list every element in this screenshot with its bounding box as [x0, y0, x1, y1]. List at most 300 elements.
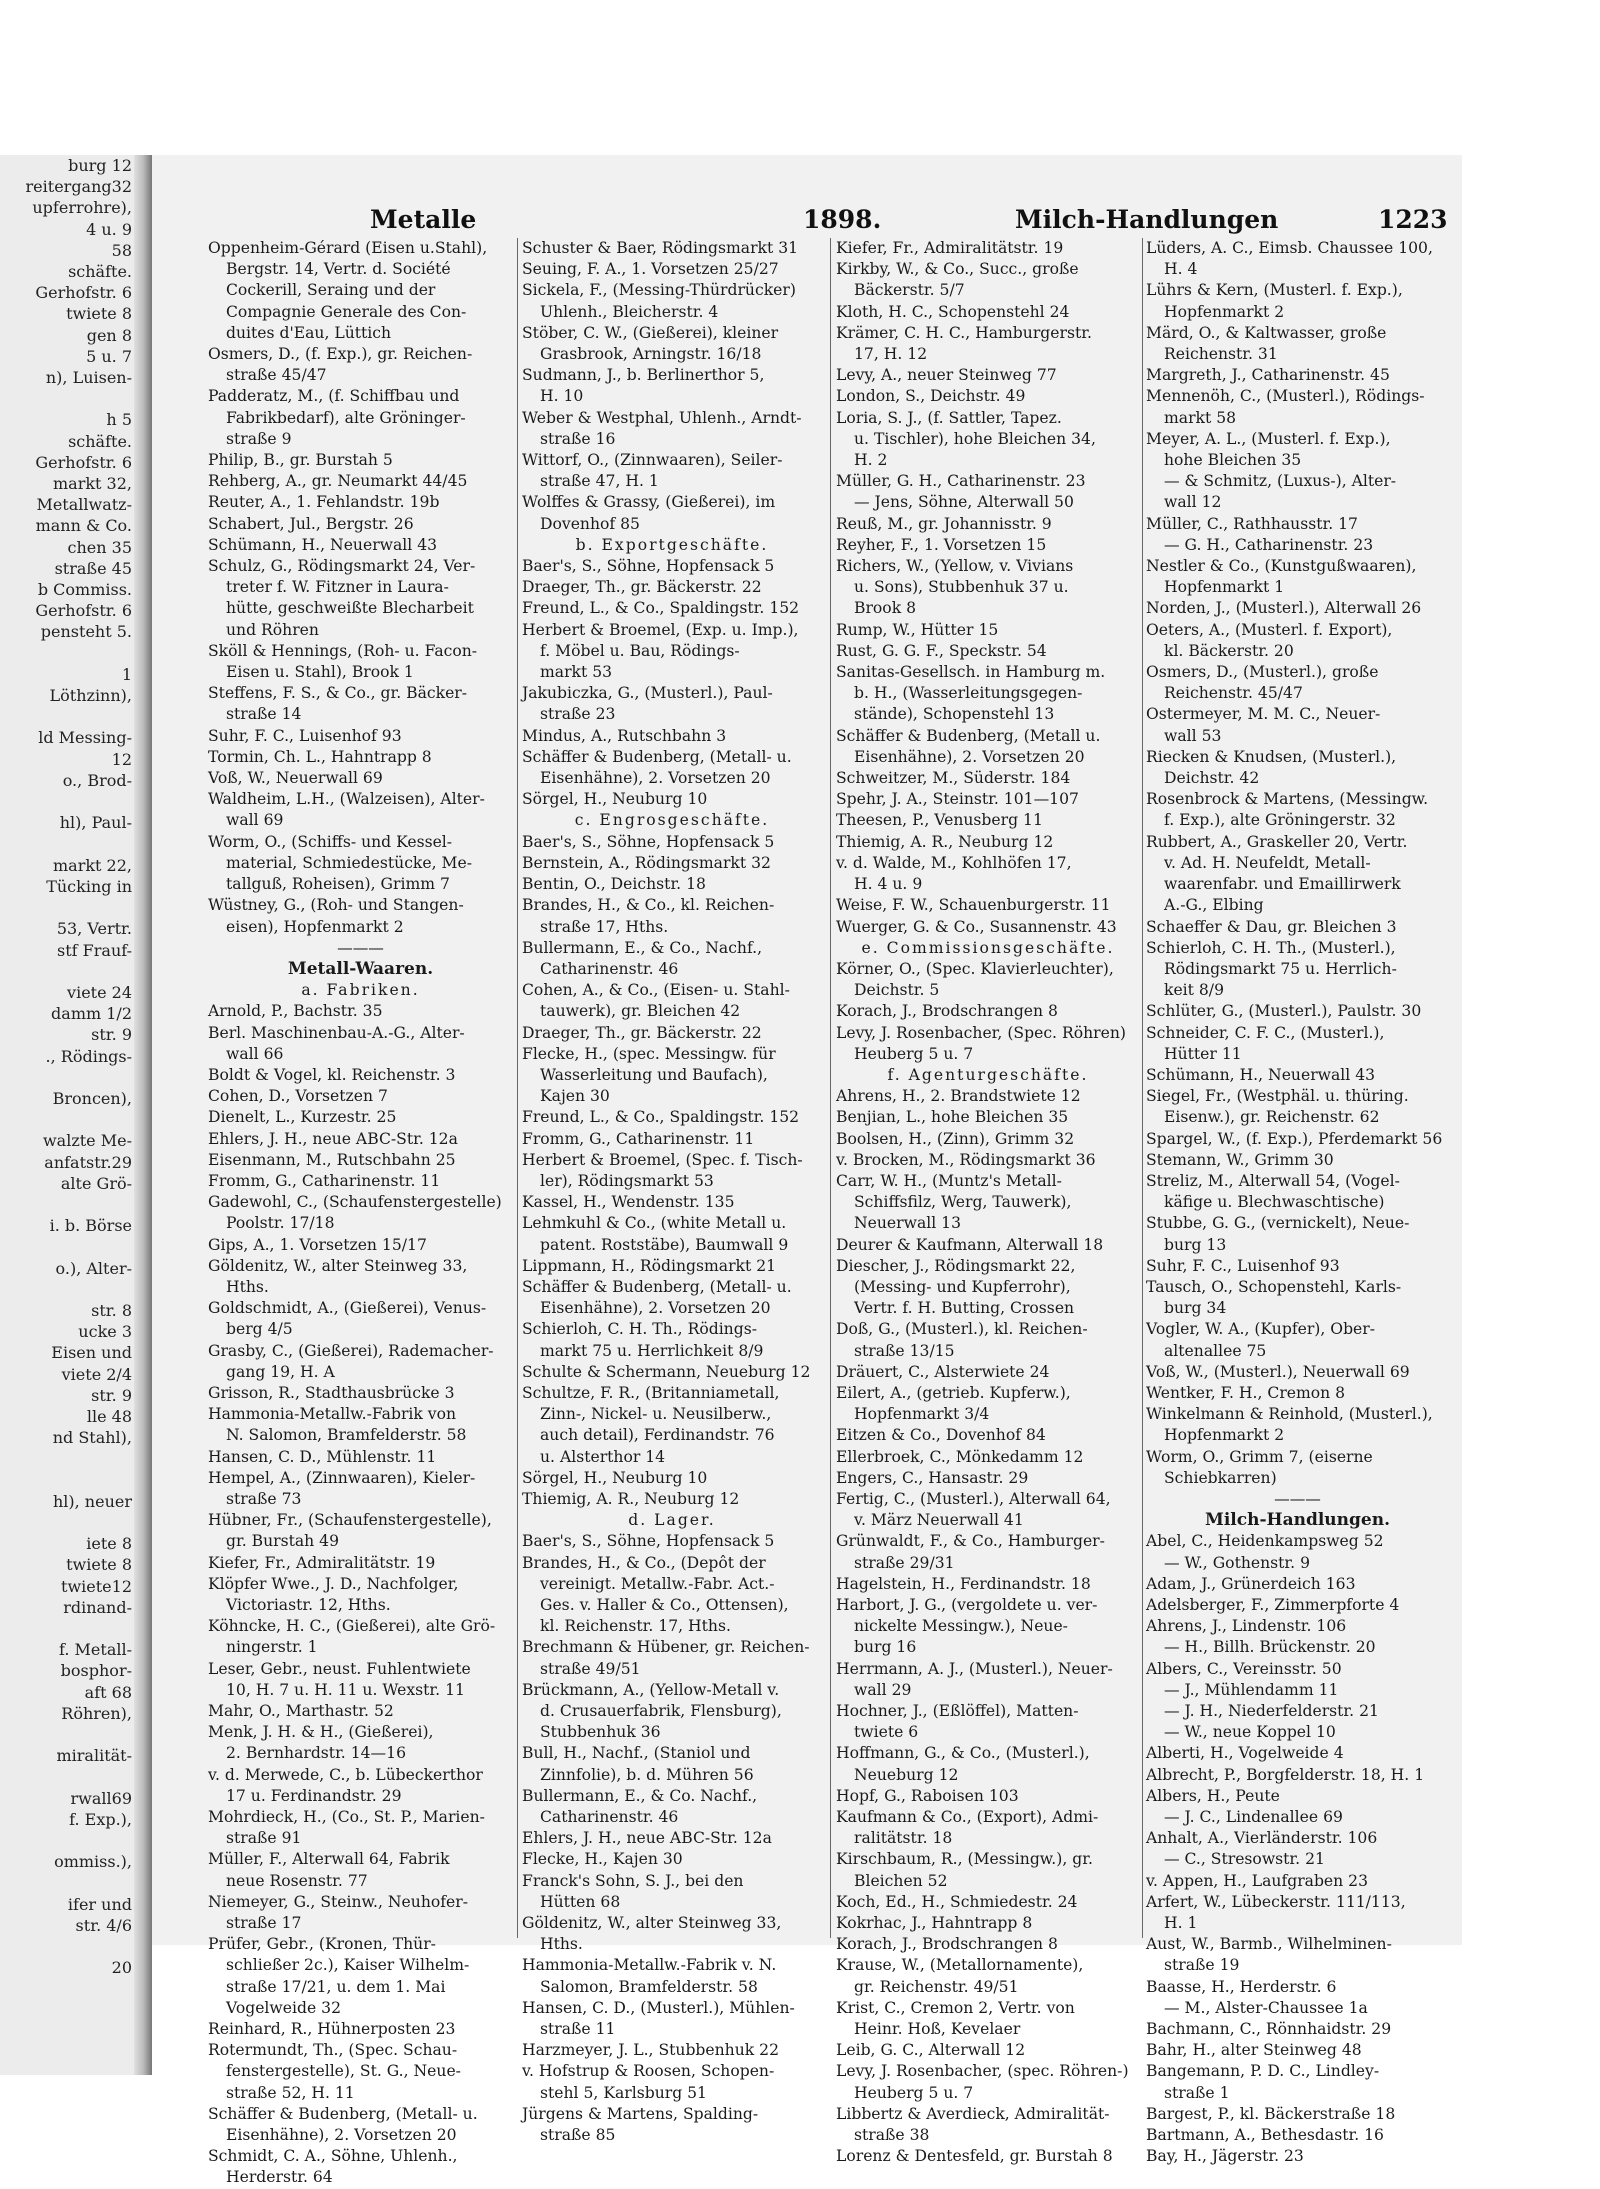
directory-entry: Libbertz & Averdieck, Admiralität-	[836, 2104, 1110, 2123]
entry-continuation: straße 91	[226, 1829, 302, 1848]
entry-continuation: — C., Stresowstr. 21	[1164, 1850, 1325, 1869]
directory-entry: Fromm, G., Catharinenstr. 11	[522, 1129, 755, 1148]
directory-entry: Märd, O., & Kaltwasser, große	[1146, 323, 1387, 342]
entry-continuation: — J. H., Niederfelderstr. 21	[1164, 1702, 1379, 1721]
directory-entry: Bay, H., Jägerstr. 23	[1146, 2147, 1304, 2166]
entry-continuation: N. Salomon, Bramfelderstr. 58	[226, 1426, 467, 1445]
entry-continuation: straße 45/47	[226, 366, 327, 385]
left-page-line: rwall69	[70, 1788, 132, 1808]
directory-entry: Wolffes & Grassy, (Gießerei), im	[522, 493, 776, 512]
entry-continuation: H. 2	[854, 451, 888, 470]
directory-entry: Schümann, H., Neuerwall 43	[1146, 1065, 1376, 1084]
entry-continuation: straße 23	[540, 705, 616, 724]
directory-entry: Loria, S. J., (f. Sattler, Tapez.	[836, 408, 1062, 427]
left-page-line: anfatstr.29	[44, 1152, 132, 1172]
directory-entry: Korach, J., Brodschrangen 8	[836, 1002, 1058, 1021]
directory-entry: Schierloh, C. H. Th., Rödings-	[522, 1320, 757, 1339]
directory-entry: Gadewohl, C., (Schaufenstergestelle)	[208, 1193, 502, 1212]
directory-entry: Lippmann, H., Rödingsmarkt 21	[522, 1256, 777, 1275]
directory-entry: Sköll & Hennings, (Roh- u. Facon-	[208, 641, 478, 660]
left-page-line: ., Rödings-	[45, 1046, 132, 1066]
entry-continuation: straße 16	[540, 429, 616, 448]
directory-entry: Gips, A., 1. Vorsetzen 15/17	[208, 1235, 427, 1254]
directory-entry: Padderatz, M., (f. Schiffbau und	[208, 387, 460, 406]
directory-entry: Tausch, O., Schopenstehl, Karls-	[1146, 1277, 1402, 1296]
directory-entry: Schultze, F. R., (Britanniametall,	[522, 1383, 780, 1402]
left-page-line: ld Messing-	[38, 728, 132, 748]
directory-entry: Baer's, S., Söhne, Hopfensack 5	[522, 1532, 775, 1551]
directory-entry: Worm, O., Grimm 7, (eiserne	[1146, 1447, 1373, 1466]
entry-continuation: straße 11	[540, 2020, 616, 2039]
left-page-line: f. Metall-	[59, 1640, 132, 1660]
left-page-line: viete 2/4	[61, 1364, 132, 1384]
directory-entry: Leser, Gebr., neust. Fuhlentwiete	[208, 1659, 471, 1678]
left-page-line: 5 u. 7	[86, 346, 132, 366]
directory-entry: Cohen, A., & Co., (Eisen- u. Stahl-	[522, 981, 790, 1000]
entry-continuation: Brook 8	[854, 599, 917, 618]
directory-entry: Mennenöh, C., (Musterl.), Rödings-	[1146, 387, 1425, 406]
directory-entry: Norden, J., (Musterl.), Alterwall 26	[1146, 599, 1422, 618]
left-page-line: str. 4/6	[75, 1915, 132, 1935]
entry-continuation: Vertr. f. H. Butting, Crossen	[854, 1299, 1075, 1318]
entry-continuation: patent. Roststäbe), Baumwall 9	[540, 1235, 789, 1254]
left-page-line: twiete 8	[66, 1555, 132, 1575]
directory-entry: Reuter, A., 1. Fehlandstr. 19b	[208, 493, 440, 512]
directory-entry: Kloth, H. C., Schopenstehl 24	[836, 302, 1070, 321]
directory-entry: Schweitzer, M., Süderstr. 184	[836, 769, 1071, 788]
entry-continuation: wall 69	[226, 811, 284, 830]
entry-continuation: markt 75 u. Herrlichkeit 8/9	[540, 1341, 764, 1360]
directory-entry: Brandes, H., & Co., (Depôt der	[522, 1553, 766, 1572]
entry-continuation: Heinr. Hoß, Kevelaer	[854, 2020, 1021, 2039]
directory-entry: Eitzen & Co., Dovenhof 84	[836, 1426, 1046, 1445]
directory-entry: Wüstney, G., (Roh- und Stangen-	[208, 896, 464, 915]
directory-entry: Stöber, C. W., (Gießerei), kleiner	[522, 323, 779, 342]
directory-entry: Bullermann, E., & Co., Nachf.,	[522, 938, 763, 957]
directory-entry: Arfert, W., Lübeckerstr. 111/113,	[1146, 1892, 1406, 1911]
left-page-line	[0, 897, 134, 918]
left-page-line	[0, 1618, 134, 1639]
directory-entry: Philip, B., gr. Burstah 5	[208, 451, 393, 470]
left-page-line: straße 45	[54, 558, 132, 578]
directory-entry: Voß, W., (Musterl.), Neuerwall 69	[1146, 1362, 1410, 1381]
entry-continuation: straße 17	[226, 1914, 302, 1933]
directory-entry: Riecken & Knudsen, (Musterl.),	[1146, 747, 1397, 766]
entry-continuation: u. Tischler), hohe Bleichen 34,	[854, 429, 1096, 448]
left-page-line: iete 8	[86, 1534, 132, 1554]
directory-entry: Baer's, S., Söhne, Hopfensack 5	[522, 557, 775, 576]
directory-entry: Spehr, J. A., Steinstr. 101—107	[836, 790, 1079, 809]
entry-continuation: und Röhren	[226, 620, 319, 639]
directory-entry: Tormin, Ch. L., Hahntrapp 8	[208, 747, 432, 766]
left-page-line: Gerhofstr. 6	[35, 601, 132, 621]
directory-entry: Grisson, R., Stadthausbrücke 3	[208, 1383, 455, 1402]
directory-entry: Oeters, A., (Musterl. f. Export),	[1146, 620, 1393, 639]
column-4	[1146, 238, 1449, 2166]
left-page-line: schäfte.	[68, 262, 132, 282]
left-page-line: markt 32,	[52, 474, 132, 494]
directory-entry: Voß, W., Neuerwall 69	[208, 769, 383, 788]
directory-entry: Baer's, S., Söhne, Hopfensack 5	[522, 832, 775, 851]
entry-continuation: twiete 6	[854, 1723, 919, 1742]
entry-continuation: kl. Bäckerstr. 20	[1164, 641, 1294, 660]
directory-entry: Dienelt, L., Kurzestr. 25	[208, 1108, 397, 1127]
left-page-line	[0, 1067, 134, 1088]
left-page-lines	[0, 155, 134, 1978]
directory-entry: Lührs & Kern, (Musterl. f. Exp.),	[1146, 281, 1403, 300]
left-page-line: Eisen und	[51, 1343, 132, 1363]
directory-entry: Bullermann, E., & Co. Nachf.,	[522, 1786, 758, 1805]
entry-continuation: Heuberg 5 u. 7	[854, 1044, 974, 1063]
directory-entry: Reuß, M., gr. Johannisstr. 9	[836, 514, 1052, 533]
column-rule	[1142, 238, 1143, 1938]
entry-continuation: Catharinenstr. 46	[540, 1808, 679, 1827]
directory-entry: Goldschmidt, A., (Gießerei), Venus-	[208, 1299, 487, 1318]
left-page-line: Gerhofstr. 6	[35, 452, 132, 472]
directory-entry: Draeger, Th., gr. Bäckerstr. 22	[522, 578, 762, 597]
left-page-line: burg 12	[68, 156, 132, 175]
entry-continuation: Hths.	[226, 1277, 269, 1296]
left-page-line: ifer und	[67, 1894, 132, 1914]
subsection-heading: c. Engrosgeschäfte.	[574, 811, 770, 830]
left-page-line	[0, 791, 134, 812]
entry-continuation: Schiffsfilz, Werg, Tauwerk),	[854, 1193, 1072, 1212]
directory-entry: Oppenheim-Gérard (Eisen u.Stahl),	[208, 239, 488, 257]
left-page-line	[0, 1724, 134, 1745]
entry-continuation: straße 49/51	[540, 1659, 641, 1678]
directory-entry: Prüfer, Gebr., (Kronen, Thür-	[208, 1935, 436, 1954]
directory-entry: Kokrhac, J., Hahntrapp 8	[836, 1914, 1033, 1933]
header-left: Metalle	[370, 205, 477, 234]
directory-entry: Albers, H., Peute	[1146, 1786, 1280, 1805]
left-page-line: twiete 8	[66, 304, 132, 324]
directory-entry: Thiemig, A. R., Neuburg 12	[836, 832, 1054, 851]
directory-entry: Albers, C., Vereinsstr. 50	[1146, 1659, 1342, 1678]
entry-continuation: d. Crusauerfabrik, Flensburg),	[540, 1702, 782, 1721]
entry-continuation: gr. Burstah 49	[226, 1532, 340, 1551]
column-rule	[517, 238, 518, 1938]
directory-entry: Schäffer & Budenberg, (Metall u.	[836, 726, 1101, 745]
entry-continuation: burg 34	[1164, 1299, 1227, 1318]
directory-entry: Winkelmann & Reinhold, (Musterl.),	[1146, 1405, 1433, 1424]
directory-entry: v. Appen, H., Laufgraben 23	[1146, 1871, 1369, 1890]
entry-continuation: Neueburg 12	[854, 1765, 959, 1784]
directory-entry: Kiefer, Fr., Admiralitätstr. 19	[208, 1553, 436, 1572]
directory-entry: Rehberg, A., gr. Neumarkt 44/45	[208, 472, 468, 491]
entry-continuation: H. 4 u. 9	[854, 875, 923, 894]
directory-entry: Benjian, L., hohe Bleichen 35	[836, 1108, 1069, 1127]
directory-entry: Bachmann, C., Rönnhaidstr. 29	[1146, 2020, 1392, 2039]
section-heading: Metall-Waaren.	[287, 958, 434, 979]
directory-entry: Schulte & Schermann, Neueburg 12	[522, 1362, 811, 1381]
entry-continuation: Eisen u. Stahl), Brook 1	[226, 663, 414, 682]
entry-continuation: b. H., (Wasserleitungsgegen-	[854, 684, 1083, 703]
entry-continuation: straße 9	[226, 429, 292, 448]
entry-continuation: (Messing- und Kupferrohr),	[854, 1277, 1071, 1296]
entry-continuation: Hütter 11	[1164, 1044, 1242, 1063]
entry-continuation: Vogelweide 32	[226, 1998, 341, 2017]
directory-entry: Bernstein, A., Rödingsmarkt 32	[522, 853, 771, 872]
directory-entry: Hansen, C. D., Mühlenstr. 11	[208, 1447, 437, 1466]
entry-continuation: duites d'Eau, Lüttich	[226, 323, 392, 342]
subsection-heading: f. Agenturgeschäfte.	[887, 1065, 1089, 1084]
directory-entry: Abel, C., Heidenkampsweg 52	[1146, 1532, 1384, 1551]
entry-continuation: tauwerk), gr. Bleichen 42	[540, 1002, 741, 1021]
directory-entry: Sörgel, H., Neuburg 10	[522, 790, 708, 809]
directory-entry: Brückmann, A., (Yellow-Metall v.	[522, 1680, 780, 1699]
entry-continuation: ralitätstr. 18	[854, 1829, 953, 1848]
entry-continuation: Hopfenmarkt 2	[1164, 1426, 1285, 1445]
directory-entry: Göldenitz, W., alter Steinweg 33,	[522, 1914, 782, 1933]
directory-entry: Müller, F., Alterwall 64, Fabrik	[208, 1850, 450, 1869]
directory-entry: Herbert & Broemel, (Exp. u. Imp.),	[522, 620, 799, 639]
entry-continuation: f. Möbel u. Bau, Rödings-	[540, 641, 740, 660]
left-page-line: miralität-	[56, 1746, 132, 1766]
entry-continuation: fenstergestelle), St. G., Neue-	[226, 2062, 461, 2081]
directory-entry: Körner, O., (Spec. Klavierleuchter),	[836, 959, 1114, 978]
entry-continuation: eisen), Hopfenmarkt 2	[226, 917, 404, 936]
directory-entry: Kiefer, Fr., Admiralitätstr. 19	[836, 239, 1064, 257]
entry-continuation: — M., Alster-Chaussee 1a	[1164, 1998, 1368, 2017]
column-2	[522, 238, 822, 2145]
entry-continuation: Reichenstr. 45/47	[1164, 684, 1303, 703]
left-page-line	[0, 643, 134, 664]
directory-entry: Bentin, O., Deichstr. 18	[522, 875, 706, 894]
directory-entry: Köhncke, H. C., (Gießerei), alte Grö-	[208, 1617, 496, 1636]
entry-continuation: Cockerill, Seraing und der	[226, 281, 436, 300]
directory-entry: Klöpfer Wwe., J. D., Nachfolger,	[208, 1574, 459, 1593]
directory-entry: Jakubiczka, G., (Musterl.), Paul-	[522, 684, 773, 703]
left-page-line: n), Luisen-	[45, 368, 132, 388]
directory-entry: Adelsberger, F., Zimmerpforte 4	[1146, 1596, 1400, 1614]
left-page-line: Röhren),	[61, 1703, 132, 1723]
entry-continuation: Dovenhof 85	[540, 514, 640, 533]
directory-entry: Cohen, D., Vorsetzen 7	[208, 1087, 388, 1106]
left-page-line: chen 35	[67, 537, 132, 557]
left-page-line	[0, 834, 134, 855]
directory-entry: Koch, Ed., H., Schmiedestr. 24	[836, 1892, 1078, 1911]
directory-entry: Aust, W., Barmb., Wilhelminen-	[1146, 1935, 1392, 1954]
directory-entry: Engers, C., Hansastr. 29	[836, 1468, 1029, 1487]
entry-continuation: Deichstr. 42	[1164, 769, 1260, 788]
left-page-line: twiete12	[61, 1576, 132, 1596]
entry-continuation: Ges. v. Haller & Co., Ottensen),	[540, 1596, 789, 1614]
directory-entry: Weise, F. W., Schauenburgerstr. 11	[836, 896, 1111, 915]
left-page-line: upferrohre),	[32, 198, 132, 218]
left-page-line	[0, 1830, 134, 1851]
entry-continuation: Fabrikbedarf), alte Gröninger-	[226, 408, 466, 427]
entry-continuation: berg 4/5	[226, 1320, 293, 1339]
entry-continuation: wall 53	[1164, 726, 1222, 745]
entry-continuation: ningerstr. 1	[226, 1638, 318, 1657]
left-page-line: hl), Paul-	[59, 813, 132, 833]
directory-entry: Sudmann, J., b. Berlinerthor 5,	[522, 366, 765, 385]
entry-continuation: Eisenhähne), 2. Vorsetzen 20	[854, 747, 1085, 766]
running-header	[170, 205, 1448, 235]
directory-entry: Schaeffer & Dau, gr. Bleichen 3	[1146, 917, 1397, 936]
entry-continuation: vereinigt. Metallw.-Fabr. Act.-	[540, 1574, 775, 1593]
directory-entry: Anhalt, A., Vierländerstr. 106	[1146, 1829, 1378, 1848]
entry-continuation: straße 73	[226, 1489, 302, 1508]
directory-entry: Schäffer & Budenberg, (Metall- u.	[522, 747, 792, 766]
entry-continuation: markt 53	[540, 663, 613, 682]
entry-continuation: treter f. W. Fitzner in Laura-	[226, 578, 449, 597]
entry-continuation: 2. Bernhardstr. 14—16	[226, 1744, 406, 1763]
directory-entry: Schierloh, C. H. Th., (Musterl.),	[1146, 938, 1396, 957]
left-page-line: 53, Vertr.	[56, 919, 132, 939]
column-rule	[830, 238, 831, 1938]
entry-continuation: nickelte Messingw.), Neue-	[854, 1617, 1068, 1636]
entry-continuation: u. Sons), Stubbenhuk 37 u.	[854, 578, 1069, 597]
directory-entry: Lorenz & Dentesfeld, gr. Burstah 8	[836, 2147, 1113, 2166]
entry-continuation: — W., Gothenstr. 9	[1164, 1553, 1310, 1572]
left-page-line	[0, 1872, 134, 1893]
directory-entry: Göldenitz, W., alter Steinweg 33,	[208, 1256, 468, 1275]
entry-continuation: käfige u. Blechwaschtische)	[1164, 1193, 1385, 1212]
directory-entry: Wittorf, O., (Zinnwaaren), Seiler-	[522, 451, 783, 470]
entry-continuation: wall 12	[1164, 493, 1222, 512]
left-page-line	[0, 1448, 134, 1469]
column-1	[208, 238, 513, 2187]
directory-entry: Eisenmann, M., Rutschbahn 25	[208, 1150, 456, 1169]
left-page-line: b Commiss.	[37, 580, 132, 600]
left-page-line: Broncen),	[52, 1088, 132, 1108]
directory-entry: Hansen, C. D., (Musterl.), Mühlen-	[522, 1998, 795, 2017]
directory-entry: Steffens, F. S., & Co., gr. Bäcker-	[208, 684, 468, 703]
directory-entry: Reinhard, R., Hühnerposten 23	[208, 2020, 456, 2039]
directory-entry: Rubbert, A., Graskeller 20, Vertr.	[1146, 832, 1408, 851]
entry-continuation: straße 29/31	[854, 1553, 955, 1572]
entry-continuation: 17 u. Ferdinandstr. 29	[226, 1786, 402, 1805]
directory-entry: Leib, G. C., Alterwall 12	[836, 2041, 1026, 2060]
left-page-line: Löthzinn),	[49, 686, 132, 706]
directory-entry: Jürgens & Martens, Spalding-	[522, 2104, 759, 2123]
directory-entry: v. d. Merwede, C., b. Lübeckerthor	[208, 1765, 483, 1784]
entry-continuation: v. Ad. H. Neufeldt, Metall-	[1164, 853, 1371, 872]
entry-continuation: keit 8/9	[1164, 981, 1224, 1000]
left-page-line: o.), Alter-	[55, 1258, 132, 1278]
directory-entry: Müller, G. H., Catharinenstr. 23	[836, 472, 1086, 491]
entry-continuation: 10, H. 7 u. H. 11 u. Wexstr. 11	[226, 1680, 465, 1699]
left-page-line	[0, 1766, 134, 1787]
left-page-line: str. 9	[91, 1385, 132, 1405]
entry-continuation: kl. Reichenstr. 17, Hths.	[540, 1617, 731, 1636]
entry-continuation: straße 47, H. 1	[540, 472, 659, 491]
directory-entry: Ehlers, J. H., neue ABC-Str. 12a	[522, 1829, 772, 1848]
directory-entry: Stubbe, G. G., (vernickelt), Neue-	[1146, 1214, 1410, 1233]
directory-entry: Franck's Sohn, S. J., bei den	[522, 1871, 744, 1890]
directory-entry: Ellerbroek, C., Mönkedamm 12	[836, 1447, 1084, 1466]
directory-entry: Hammonia-Metallw.-Fabrik v. N.	[522, 1956, 777, 1975]
directory-entry: Margreth, J., Catharinenstr. 45	[1146, 366, 1390, 385]
directory-entry: Schuster & Baer, Rödingsmarkt 31	[522, 239, 799, 257]
entry-continuation: ler), Rödingsmarkt 53	[540, 1171, 714, 1190]
directory-entry: Freund, L., & Co., Spaldingstr. 152	[522, 1108, 800, 1127]
left-page-line: bosphor-	[60, 1661, 132, 1681]
directory-entry: Herbert & Broemel, (Spec. f. Tisch-	[522, 1150, 803, 1169]
directory-entry: Ahrens, H., 2. Brandstwiete 12	[836, 1087, 1081, 1106]
entry-continuation: hütte, geschweißte Blecharbeit	[226, 599, 474, 618]
entry-continuation: waarenfabr. und Emaillirwerk	[1164, 875, 1401, 894]
directory-entry: Eilert, A., (getrieb. Kupferw.),	[836, 1383, 1071, 1402]
directory-entry: Flecke, H., (spec. Messingw. für	[522, 1044, 776, 1063]
entry-continuation: markt 58	[1164, 408, 1237, 427]
directory-entry: Spargel, W., (f. Exp.), Pferdemarkt 56	[1146, 1129, 1443, 1148]
left-page-line: nd Stahl),	[52, 1428, 132, 1448]
directory-entry: Niemeyer, G., Steinw., Neuhofer-	[208, 1892, 468, 1911]
header-right: Milch-Handlungen	[1015, 205, 1279, 234]
subsection-heading: a. Fabriken.	[301, 981, 420, 1000]
entry-continuation: H. 4	[1164, 260, 1198, 279]
directory-entry: Reyher, F., 1. Vorsetzen 15	[836, 535, 1047, 554]
entry-continuation: Wasserleitung und Baufach),	[540, 1065, 768, 1084]
directory-entry: Krause, W., (Metallornamente),	[836, 1956, 1084, 1975]
directory-entry: Schulz, G., Rödingsmarkt 24, Ver-	[208, 557, 476, 576]
directory-entry: Kaufmann & Co., (Export), Admi-	[836, 1808, 1099, 1827]
entry-continuation: Eisenhähne), 2. Vorsetzen 20	[540, 1299, 771, 1318]
directory-entry: Ehlers, J. H., neue ABC-Str. 12a	[208, 1129, 458, 1148]
left-page-line	[0, 1470, 134, 1491]
left-page-line: ommiss.),	[54, 1852, 132, 1872]
left-page-line: gen 8	[86, 325, 132, 345]
directory-entry: Brandes, H., & Co., kl. Reichen-	[522, 896, 775, 915]
left-page-line: Metallwatz-	[36, 495, 132, 515]
directory-entry: Harzmeyer, J. L., Stubbenhuk 22	[522, 2041, 780, 2060]
directory-entry: Berl. Maschinenbau-A.-G., Alter-	[208, 1023, 465, 1042]
left-page-line: 1	[121, 664, 132, 684]
directory-entry: Hammonia-Metallw.-Fabrik von	[208, 1405, 457, 1424]
left-page-line: h 5	[106, 410, 132, 430]
directory-entry: Schäffer & Budenberg, (Metall- u.	[208, 2104, 478, 2123]
header-year: 1898.	[803, 205, 882, 234]
directory-entry: Weber & Westphal, Uhlenh., Arndt-	[522, 408, 802, 427]
left-page-line: viete 24	[67, 982, 132, 1002]
entry-continuation: tallguß, Roheisen), Grimm 7	[226, 875, 450, 894]
left-page-line	[0, 961, 134, 982]
section-separator: ———	[337, 938, 384, 957]
subsection-heading: d. Lager.	[628, 1511, 716, 1530]
entry-continuation: Deichstr. 5	[854, 981, 940, 1000]
directory-entry: Rump, W., Hütter 15	[836, 620, 999, 639]
directory-entry: Albrecht, P., Borgfelderstr. 18, H. 1	[1146, 1765, 1425, 1784]
entry-continuation: Zinn-, Nickel- u. Neusilberw.,	[540, 1405, 772, 1424]
directory-entry: Stemann, W., Grimm 30	[1146, 1150, 1334, 1169]
left-page-line: alte Grö-	[60, 1173, 132, 1193]
entry-continuation: u. Alsterthor 14	[540, 1447, 666, 1466]
directory-entry: Sörgel, H., Neuburg 10	[522, 1468, 708, 1487]
directory-entry: Freund, L., & Co., Spaldingstr. 152	[522, 599, 800, 618]
entry-continuation: Kajen 30	[540, 1087, 610, 1106]
directory-entry: Lehmkuhl & Co., (white Metall u.	[522, 1214, 787, 1233]
left-page-line: 20	[111, 1958, 132, 1978]
directory-entry: Fertig, C., (Musterl.), Alterwall 64,	[836, 1489, 1111, 1508]
entry-continuation: 17, H. 12	[854, 345, 928, 364]
entry-continuation: wall 29	[854, 1680, 912, 1699]
directory-entry: Bahr, H., alter Steinweg 48	[1146, 2041, 1362, 2060]
left-page-line	[0, 1936, 134, 1957]
directory-entry: Siegel, Fr., (Westphäl. u. thüring.	[1146, 1087, 1409, 1106]
directory-entry: Hoffmann, G., & Co., (Musterl.),	[836, 1744, 1090, 1763]
entry-continuation: Eisenw.), gr. Reichenstr. 62	[1164, 1108, 1380, 1127]
entry-continuation: gr. Reichenstr. 49/51	[854, 1977, 1019, 1996]
left-page-line: 58	[111, 240, 132, 260]
directory-entry: Osmers, D., (Musterl.), große	[1146, 663, 1379, 682]
section-heading: Milch-Handlungen.	[1205, 1510, 1390, 1531]
directory-entry: v. Brocken, M., Rödingsmarkt 36	[836, 1150, 1096, 1169]
page-number: 1223	[1378, 205, 1448, 234]
left-page-line: 4 u. 9	[86, 219, 132, 239]
left-page-line: walzte Me-	[42, 1131, 132, 1151]
